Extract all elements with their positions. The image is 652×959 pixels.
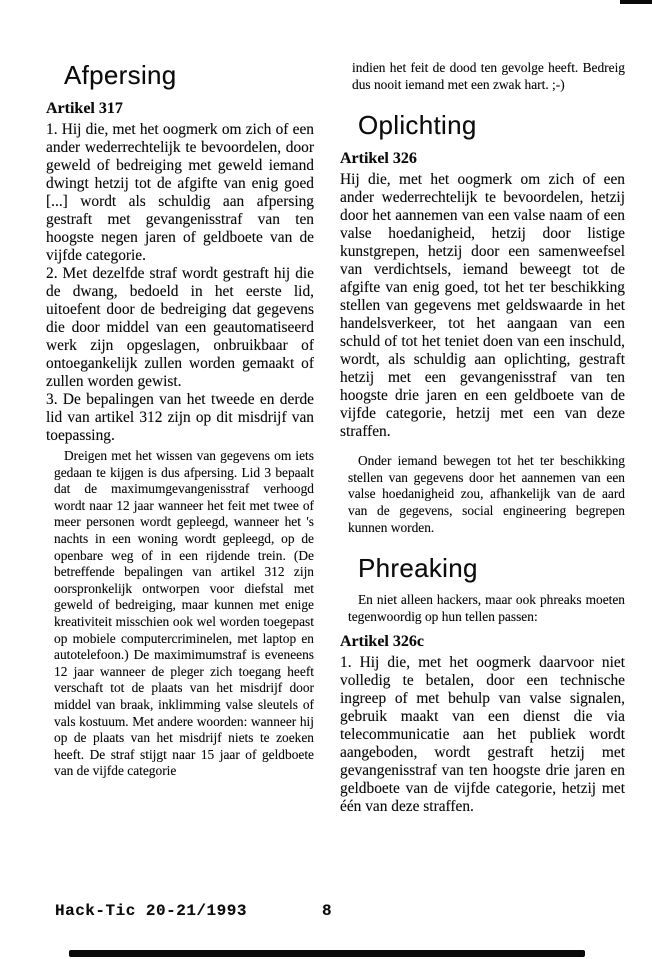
section-heading-phreaking: Phreaking [358,553,478,584]
column-right [340,60,625,816]
article-326-paragraph: Hij die, met het oogmerk om zich of een ander wederrechtelijk te bevoordelen, hetzij door het aannemen van een valse naam of een valse hoedanigheid, hetzij door listige kunstgrepen, hetzij door een samenweefsel van verdichtsels, iemand beweegt tot de afgifte van enig goed, tot het ter beschikking stellen van gegevens met geldswaarde in het handelsverkeer, tot het aangaan van een schuld of tot het teniet doen van een inschuld, wordt, als schuldig aan oplichting, gestraft hetzij met een gevangenisstraf van ten hoogste drie jaren en een geldboete van de vijfde categorie, hetzij met een van deze straffen. [340,171,625,441]
section-heading-afpersing: Afpersing [64,60,177,90]
footer-page-number: 8 [322,902,332,920]
footer-journal-title: Hack-Tic 20-21/1993 [55,902,247,920]
commentary-afpersing-continued: indien het feit de dood ten gevolge heeft. Bedreig dus nooit iemand met een zwak hart. ;-) [352,60,625,92]
scan-artifact-bottom-bar [69,950,585,957]
two-column-text-area [46,60,625,816]
commentary-oplichting: Onder iemand bewegen tot het ter beschikking stellen van gegevens door het aannemen van een valse hoedanigheid zou, afhankelijk van de aard van de gegevens, social engineering begrepen kunnen worden. [348,453,625,535]
article-326c-label: Artikel 326c [340,633,424,651]
spacer [340,441,625,450]
scan-artifact-top-right [620,0,652,4]
section-afpersing [46,60,314,780]
section-oplichting [340,110,625,536]
commentary-afpersing: Dreigen met het wissen van gegevens om iets gedaan te kijgen is dus afpersing. Lid 3 bepaalt dat de maximumgevangenisstraf verhoogd wordt naar 12 jaar wanneer het feit met twee of meer personen wordt gepleegd, wanneer het 's nachts in een woning wordt gepleegd, op de openbare weg of in een rijdende trein. (De betreffende bepalingen van artikel 312 zijn oorspronkelijk ontworpen voor diefstal met geweld of bedreiging, maar kunnen met enige kreativiteit misschien ook wel worden toegepast op mobiele computercriminelen, met laptop en autotelefoon.) De maximimumstraf is eveneens 12 jaar wanneer de pleger zich toegang heeft verschaft tot de plaats van het misdrijf door middel van braak, inklimming valse sleutels of vals kostuum. Met andere woorden: wanneer hij op de plaats van het misdrijf niets te zoeken heeft. De straf stijgt naar 15 jaar of geldboete van de vijfde categorie [54,448,314,779]
section-heading-oplichting: Oplichting [358,110,477,141]
phreaking-intro: En niet alleen hackers, maar ook phreaks moeten tegenwoordig op hun tellen passen: [348,592,625,624]
article-317-label: Artikel 317 [46,100,123,117]
column-left [46,60,314,816]
article-317-paragraph-1: 1. Hij die, met het oogmerk om zich of een ander wederrechtelijk te bevoordelen, door geweld of bedreiging met geweld iemand dwingt hetzij tot de afgifte van enig goed [...] wordt als schuldig aan afpersing gestraft met gevangenisstraf van ten hoogste negen jaren of geldboete van de vijfde categorie. [46,121,314,264]
section-phreaking [340,553,625,816]
article-317-paragraph-2: 2. Met dezelfde straf wordt gestraft hij die de dwang, bedoeld in het eerste lid, uitoefent door de bedreiging dat gegevens die door middel van een geautomatiseerd werk zijn opgeslagen, onbruikbaar of ontoegankelijk zullen worden gemaakt of zullen worden gewist. [46,265,314,390]
article-326-label: Artikel 326 [340,150,417,168]
article-326c-paragraph: 1. Hij die, met het oogmerk daarvoor niet volledig te betalen, door een technische ingreep of met behulp van valse signalen, gebruik maakt van een dienst die via telecommunicatie aan het publiek wordt aangeboden, wordt gestraft hetzij met gevangenisstraf van ten hoogste drie jaren en geldboete van de vijfde categorie, hetzij met één van deze straffen. [340,654,625,816]
article-317-paragraph-3: 3. De bepalingen van het tweede en derde lid van artikel 312 zijn op dit misdrijf van toepassing. [46,391,314,444]
